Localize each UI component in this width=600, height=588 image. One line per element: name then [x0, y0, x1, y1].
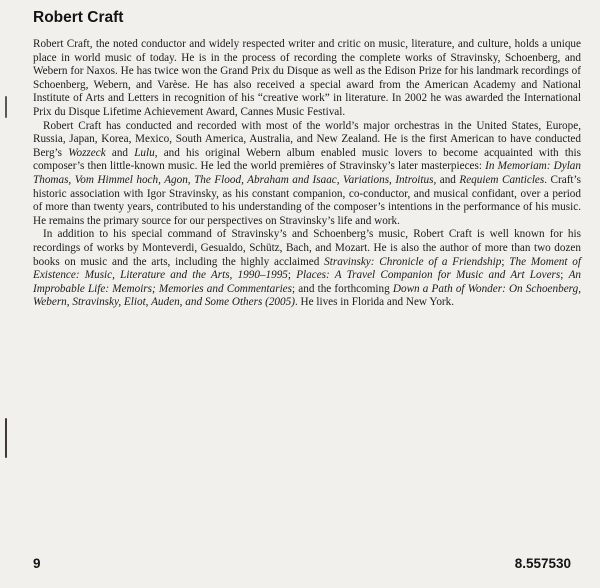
biography-paragraph	[33, 120, 581, 229]
text-run: ; and the forthcoming	[292, 282, 393, 295]
text-run: . Craft’s historic association with Igor Stravinsky, as his constant companion, co-conductor, and musical confidant, over a period of more than twenty years, contributed to his understanding of the composer’s intentions in the performance of his music. He remains the primary source for our perspectives on Stravinsky’s life and work.	[33, 173, 581, 227]
italic-title-run: In Memoriam: Dylan Thomas, Vom Himmel hoch, Agon, The Flood, Abraham and Isaac, Variations, Introitus,	[33, 160, 581, 186]
text-run: . He lives in Florida and New York.	[294, 296, 455, 309]
text-run: ;	[287, 269, 297, 282]
italic-title-run: Stravinsky: Chronicle of a Friendship	[324, 255, 502, 268]
text-run: In addition to his special command of Stravinsky’s and Schoenberg’s music, Robert Craft is well known for his recordings of works by Monteverdi, Gesualdo, Schütz, Bach, and Mozart. He is also the author of more than two dozen books on music and the arts, including the highly acclaimed	[33, 228, 581, 268]
biography-paragraph	[33, 38, 581, 120]
italic-title-run: Requiem Canticles	[459, 173, 545, 186]
spine-mark-bottom	[5, 418, 7, 458]
biography-paragraph	[33, 228, 581, 310]
text-run: and	[105, 146, 135, 159]
text-run: Robert Craft has conducted and recorded with most of the world’s major orchestras in the United States, Europe, Russia, Japan, Korea, Mexico, South America, Australia, and New Zealand. He is the first American to have conducted Berg’s	[33, 119, 581, 159]
italic-title-run: Places: A Travel Companion for Music and Art Lovers	[296, 269, 561, 282]
spine-mark-top	[5, 96, 7, 118]
text-run: , and his original Webern album enabled music lovers to become acquainted with this composer’s then little-known music. He led the world premières of Stravinsky’s later masterpieces:	[33, 146, 581, 173]
italic-title-run: Lulu	[134, 146, 155, 159]
text-run: ;	[560, 269, 569, 282]
biography-text	[33, 38, 581, 310]
text-run: Robert Craft, the noted conductor and widely respected writer and critic on music, literature, and culture, holds a unique place in world music of today. He is in the process of recording the complete works of Stravinsky, Schoenberg, and Webern for Naxos. He has twice won the Grand Prix du Disque as well as the Edison Prize for his landmark recordings of Schoenberg, Webern, and Varèse. He has also received a special award from the American Academy and National Institute of Arts and Letters in recognition of his “creative work” in literature. In 2002 he was awarded the International Prix du Disque Lifetime Achievement Award, Cannes Music Festival.	[33, 38, 581, 118]
text-run: and	[436, 173, 460, 186]
italic-title-run: An Improbable Life: Memoirs; Memories and Commentaries	[33, 269, 582, 295]
catalog-number: 8.557530	[514, 556, 571, 571]
italic-title-run: Down a Path of Wonder: On Schoenberg, Webern, Stravinsky, Eliot, Auden, and Some Others (2005)	[33, 282, 581, 309]
italic-title-run: Wozzeck	[68, 146, 106, 159]
italic-title-run: The Moment of Existence: Music, Literature and the Arts, 1990–1995	[33, 255, 581, 282]
page-title: Robert Craft	[33, 9, 124, 26]
page-number: 9	[33, 556, 41, 571]
text-run: ;	[501, 255, 510, 268]
